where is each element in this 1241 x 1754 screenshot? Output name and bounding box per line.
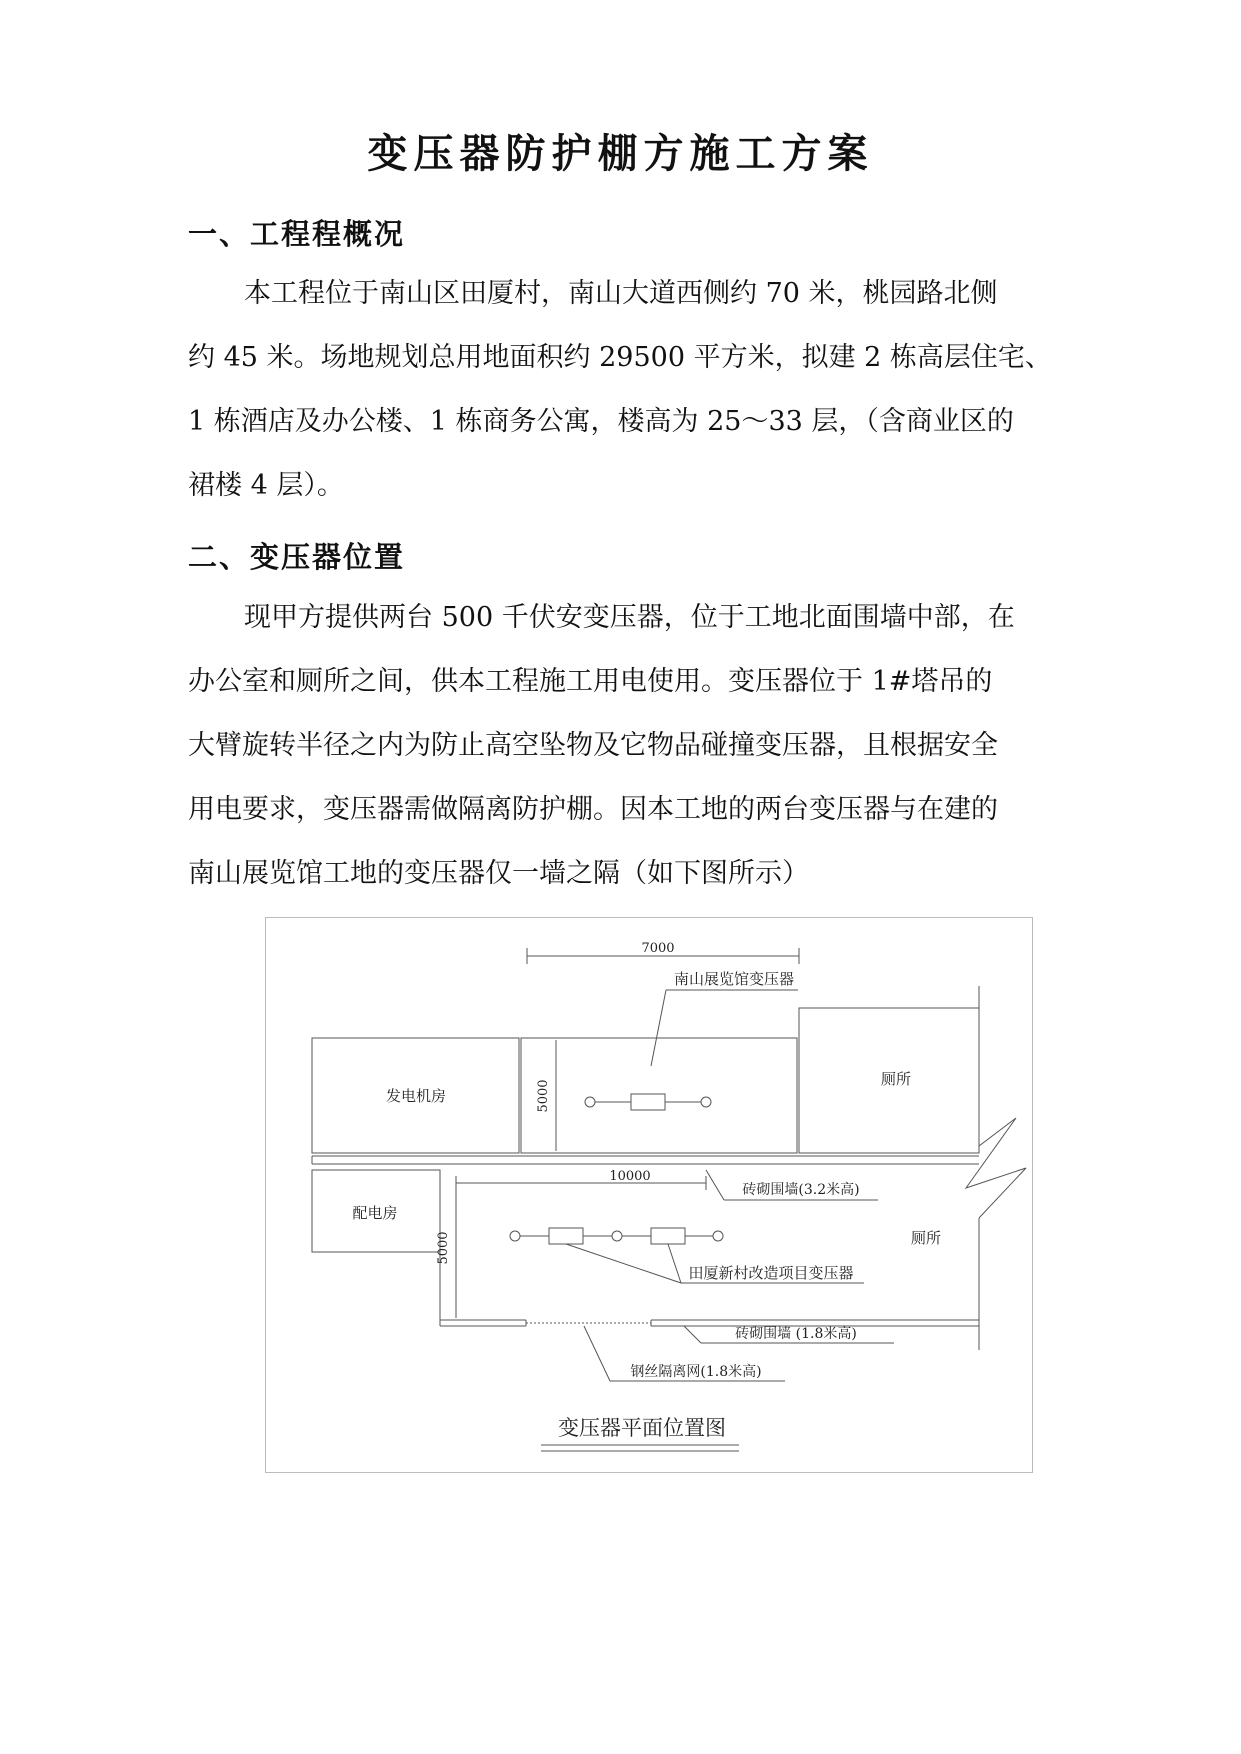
paragraph-line: 约 45 米。场地规划总用地面积约 29500 平方米，拟建 2 栋高层住宅、 — [188, 342, 1052, 373]
paragraph-line: 现甲方提供两台 500 千伏安变压器，位于工地北面围墙中部，在 — [244, 602, 1015, 633]
site-plan-drawing — [266, 918, 1034, 1474]
dimension-left-bottom-label: 5000 — [436, 1231, 451, 1265]
dimension-middle-label: 10000 — [609, 1169, 651, 1184]
mesh-label: 钢丝隔离网(1.8米高) — [630, 1364, 762, 1380]
site-plan-figure — [265, 917, 1033, 1473]
brick-wall-short-label: 砖砌围墙 (1.8米高) — [735, 1326, 857, 1342]
section-heading-location: 二、变压器位置 — [188, 540, 406, 574]
document-title: 变压器防护棚方施工方案 — [367, 131, 874, 177]
project-enclosure — [440, 1170, 979, 1326]
toilet-top-label: 厕所 — [880, 1070, 912, 1088]
dimension-middle — [456, 1169, 706, 1190]
project-transformers — [510, 1228, 723, 1244]
boundary-break — [966, 986, 1026, 1350]
project-transformer-label: 田厦新村改造项目变压器 — [688, 1264, 854, 1282]
leader-line — [668, 1244, 681, 1283]
dimension-left-top-label: 5000 — [536, 1079, 551, 1113]
paragraph-line: 南山展览馆工地的变压器仅一墙之隔（如下图所示） — [188, 858, 809, 889]
leader-line — [584, 1326, 610, 1381]
dimension-top-label: 7000 — [641, 941, 675, 956]
leader-line — [706, 1170, 724, 1200]
nanshan-transformer-label: 南山展览馆变压器 — [673, 970, 795, 988]
distribution-room-label: 配电房 — [352, 1204, 398, 1222]
overview-paragraph — [188, 262, 1054, 518]
toilet-bottom-label: 厕所 — [910, 1229, 942, 1247]
section-heading-overview: 一、工程程概况 — [188, 217, 406, 251]
brick-wall-tall — [312, 1156, 979, 1164]
leader-line — [651, 990, 666, 1066]
paragraph-line: 裙楼 4 层）。 — [188, 470, 344, 501]
paragraph-line: 1 栋酒店及办公楼、1 栋商务公寓，楼高为 25～33 层，（含商业区的 — [188, 406, 1014, 437]
nanshan-transformer — [585, 1094, 711, 1110]
location-paragraph — [188, 586, 1054, 906]
nanshan-enclosure — [521, 1038, 797, 1153]
figure-caption: 变压器平面位置图 — [558, 1416, 726, 1440]
paragraph-line: 本工程位于南山区田厦村，南山大道西侧约 70 米，桃园路北侧 — [244, 278, 998, 309]
leader-line — [566, 1244, 681, 1283]
paragraph-line: 办公室和厕所之间，供本工程施工用电使用。变压器位于 1#塔吊的 — [188, 666, 993, 697]
dimension-top — [527, 941, 799, 964]
paragraph-line: 大臂旋转半径之内为防止高空坠物及它物品碰撞变压器，且根据安全 — [188, 730, 998, 761]
generator-room-label: 发电机房 — [385, 1087, 447, 1105]
paragraph-line: 用电要求，变压器需做隔离防护棚。因本工地的两台变压器与在建的 — [188, 794, 998, 825]
brick-wall-tall-label: 砖砌围墙(3.2米高) — [742, 1182, 860, 1198]
leader-line — [684, 1326, 701, 1343]
